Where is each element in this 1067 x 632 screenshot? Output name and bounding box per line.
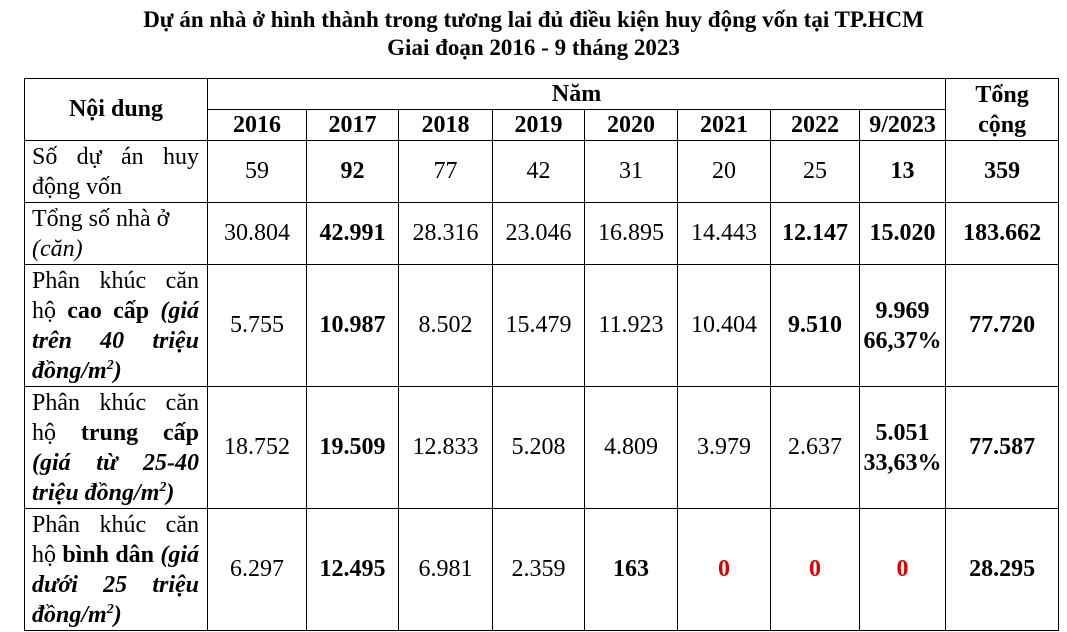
row-label-prefix: Phân khúc căn hộ: [32, 390, 199, 446]
cell: 23.046: [493, 203, 585, 265]
cell: 5.208: [493, 387, 585, 509]
cell: 11.923: [585, 265, 678, 387]
cell: 20: [678, 141, 771, 203]
cell-share: 66,37%: [863, 327, 942, 354]
cell-zero: 0: [771, 509, 860, 631]
year-9-2023: 9/2023: [860, 110, 946, 141]
cell-with-share: [860, 265, 946, 387]
row-label-segment: cao cấp: [67, 298, 150, 324]
row-label-units-main: Tổng số nhà ở: [32, 206, 170, 232]
cell: 25: [771, 141, 860, 203]
cell: 3.979: [678, 387, 771, 509]
year-2022: 2022: [771, 110, 860, 141]
header-total-line2: cộng: [978, 111, 1027, 138]
cell: 28.316: [399, 203, 493, 265]
year-2021: 2021: [678, 110, 771, 141]
cell: 19.509: [307, 387, 399, 509]
year-2019: 2019: [493, 110, 585, 141]
row-label-luxury: [25, 265, 208, 387]
row-label-price: (giá từ 25-40 triệu đồng/$m^2$): [32, 450, 199, 506]
cell-share: 33,63%: [863, 449, 942, 476]
header-year-group: Năm: [208, 79, 946, 110]
row-label-prefix: Phân khúc căn hộ: [32, 512, 199, 568]
document-title: [0, 0, 1067, 62]
row-label-prefix: Phân khúc căn hộ: [32, 268, 199, 324]
cell: 42: [493, 141, 585, 203]
cell: 5.755: [208, 265, 307, 387]
cell: 4.809: [585, 387, 678, 509]
cell-value: 5.051: [875, 419, 930, 446]
cell: 18.752: [208, 387, 307, 509]
cell: 92: [307, 141, 399, 203]
row-label-units-unit: (căn): [32, 236, 83, 262]
cell-value: 9.969: [875, 297, 930, 324]
cell: 31: [585, 141, 678, 203]
row-label-segment: trung cấp: [80, 420, 199, 446]
cell: 77: [399, 141, 493, 203]
table-row-affordable: [25, 509, 1059, 631]
cell: 6.981: [399, 509, 493, 631]
row-label-projects: Số dự án huy động vốn: [25, 141, 208, 203]
cell: 14.443: [678, 203, 771, 265]
cell: 15.020: [860, 203, 946, 265]
cell: 8.502: [399, 265, 493, 387]
header-content: Nội dung: [25, 79, 208, 141]
row-label-price: (giá dưới 25 triệu đồng/$m^2$): [32, 542, 200, 628]
header-total-line1: Tổng: [975, 81, 1029, 108]
cell: 13: [860, 141, 946, 203]
cell: 6.297: [208, 509, 307, 631]
cell: 2.359: [493, 509, 585, 631]
row-total: 359: [946, 141, 1059, 203]
row-total: 77.720: [946, 265, 1059, 387]
year-2018: 2018: [399, 110, 493, 141]
cell: 10.987: [307, 265, 399, 387]
row-total: 183.662: [946, 203, 1059, 265]
year-2017: 2017: [307, 110, 399, 141]
year-2020: 2020: [585, 110, 678, 141]
header-row-1: [25, 79, 1059, 110]
table-row-luxury: [25, 265, 1059, 387]
cell: 59: [208, 141, 307, 203]
cell-zero: 0: [860, 509, 946, 631]
cell: 15.479: [493, 265, 585, 387]
table-row-midrange: [25, 387, 1059, 509]
cell-with-share: [860, 387, 946, 509]
row-label-price: (giá trên 40 triệu đồng/$m^2$): [32, 298, 200, 384]
cell-zero: 0: [678, 509, 771, 631]
cell: 16.895: [585, 203, 678, 265]
cell: 12.147: [771, 203, 860, 265]
row-total: 28.295: [946, 509, 1059, 631]
cell: 30.804: [208, 203, 307, 265]
cell: 12.495: [307, 509, 399, 631]
table-row-units: [25, 203, 1059, 265]
row-label-units: [25, 203, 208, 265]
cell: 9.510: [771, 265, 860, 387]
cell: 10.404: [678, 265, 771, 387]
title-line-2: Giai đoạn 2016 - 9 tháng 2023: [387, 35, 680, 60]
table-row-projects: [25, 141, 1059, 203]
row-label-segment: bình dân: [62, 542, 155, 568]
housing-projects-table: [24, 78, 1059, 631]
row-total: 77.587: [946, 387, 1059, 509]
title-line-1: Dự án nhà ở hình thành trong tương lai đủ điều kiện huy động vốn tại TP.HCM: [143, 7, 924, 32]
cell: 2.637: [771, 387, 860, 509]
year-2016: 2016: [208, 110, 307, 141]
cell: 12.833: [399, 387, 493, 509]
row-label-midrange: [25, 387, 208, 509]
cell: 42.991: [307, 203, 399, 265]
cell: 163: [585, 509, 678, 631]
row-label-affordable: [25, 509, 208, 631]
header-total: [946, 79, 1059, 141]
